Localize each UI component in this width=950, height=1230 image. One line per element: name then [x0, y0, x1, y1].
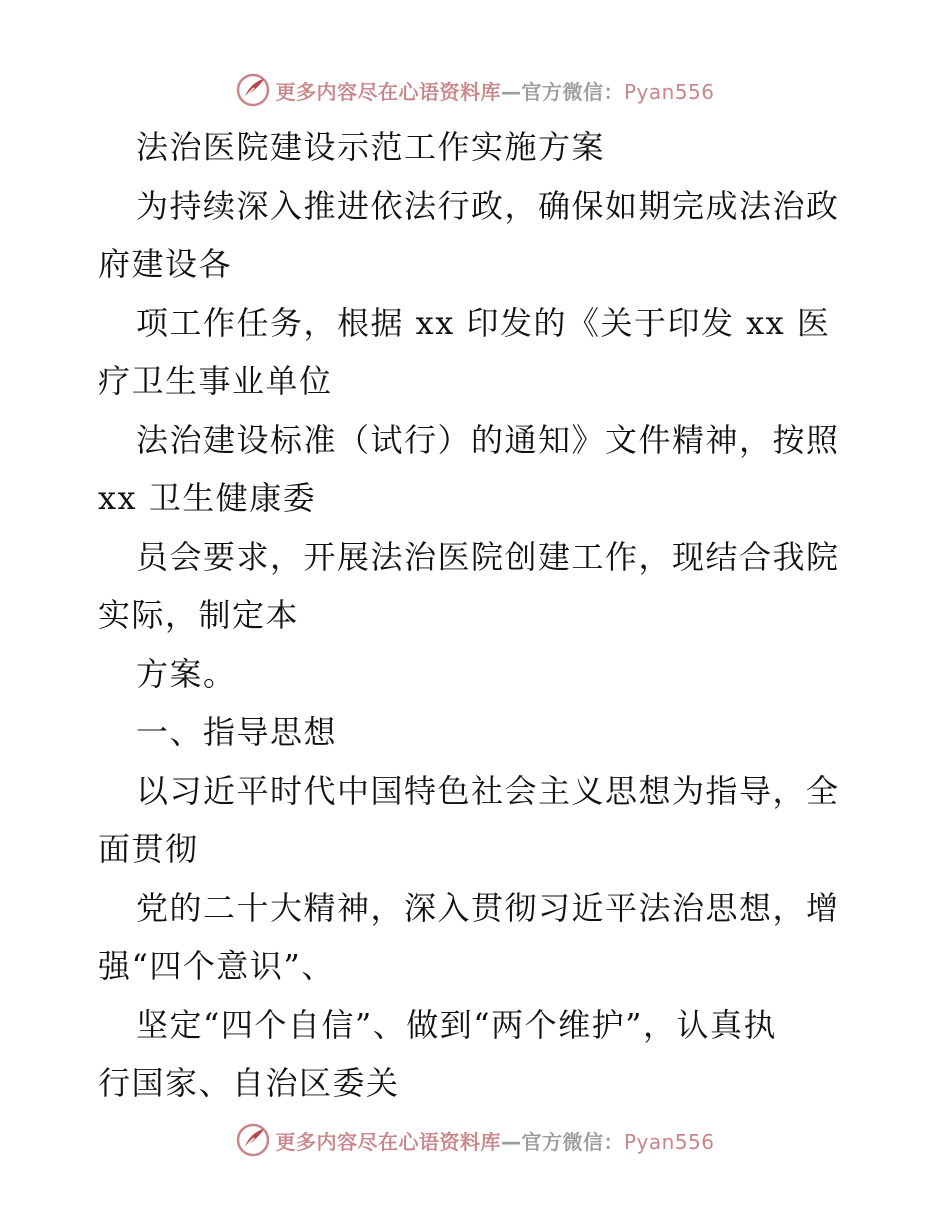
paragraph-line: 项工作任务，根据 xx 印发的《关于印发 xx 医 [136, 303, 831, 342]
section-heading: 一、指导思想 [136, 713, 338, 751]
paragraph-line: 强“四个意识”、 [98, 947, 335, 985]
paragraph-line: 行国家、自治区委关 [98, 1064, 400, 1102]
quill-logo-icon [235, 72, 271, 108]
paragraph-line: 方案。 [136, 654, 237, 693]
paragraph-line: xx 卫生健康委 [98, 479, 317, 517]
paragraph-line: 法治建设标准（试行）的通知》文件精神，按照 [136, 420, 840, 459]
header-watermark [0, 70, 950, 110]
quill-logo-icon [235, 1122, 271, 1158]
paragraph-line: 党的二十大精神，深入贯彻习近平法治思想，增 [136, 888, 840, 927]
document-title: 法治医院建设示范工作实施方案 [136, 128, 606, 166]
paragraph-line: 坚定“四个自信”、做到“两个维护”，认真执 [136, 1005, 777, 1044]
paragraph-line: 府建设各 [98, 245, 233, 283]
paragraph-line: 为持续深入推进依法行政，确保如期完成法治政 [136, 186, 840, 225]
footer-watermark [0, 1120, 950, 1160]
document-body [98, 118, 858, 1113]
paragraph-line: 面贯彻 [98, 830, 199, 868]
paragraph-line: 疗卫生事业单位 [98, 362, 333, 400]
paragraph-line: 以习近平时代中国特色社会主义思想为指导，全 [136, 771, 840, 810]
watermark-text: 更多内容尽在心语资料库—官方微信：Pyan556 [275, 1129, 715, 1154]
paragraph-line: 员会要求，开展法治医院创建工作，现结合我院 [136, 537, 840, 576]
paragraph-line: 实际，制定本 [98, 596, 300, 634]
watermark-text: 更多内容尽在心语资料库—官方微信：Pyan556 [275, 79, 715, 104]
